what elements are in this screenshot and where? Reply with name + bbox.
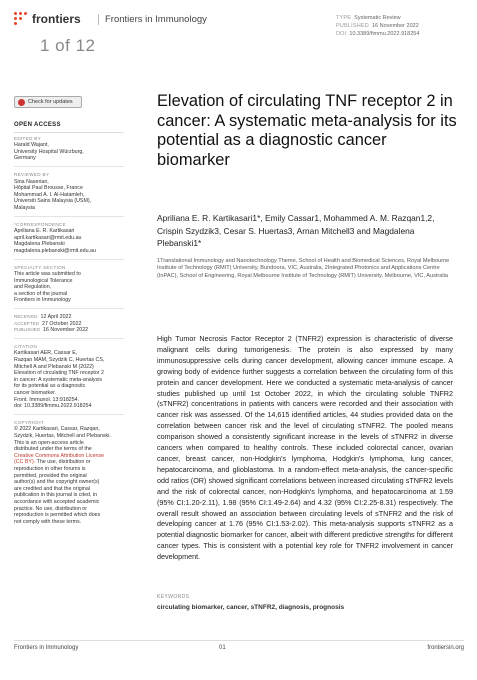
reviewed-by: REVIEWED BY Sina Naserian, Hôpital Paul Brousse, France Mohammad A. I. Al-Hatamleh, Universiti Sains Malaysia (USM), Malaysia: [14, 172, 124, 217]
license-link[interactable]: (CC BY).: [14, 459, 36, 466]
update-check-icon: [18, 99, 25, 106]
open-access-label: OPEN ACCESS: [14, 122, 124, 133]
page-header: [14, 8, 464, 37]
keywords: circulating biomarker, cancer, sTNFR2, diagnosis, prognosis: [157, 604, 345, 611]
affiliations: 1Translational Immunology and Nanotechnology Theme, School of Health and Biomedical Sciences, Royal Melbourne Institute of Technology (RMIT) University, Bundoora, VIC, Australia, 2Integrated Photonics and Applications Centre (InPAC), School of Engineering, Royal Melbourne Institute of Technology (RMIT) University, Melbourne, VIC, Australia: [157, 258, 450, 279]
frontiers-logo-icon: [14, 12, 28, 26]
footer-site-link[interactable]: frontiersin.org: [427, 645, 464, 651]
article-meta: TYPE Systematic Review PUBLISHED 16 November 2022 DOI 10.3389/fimmu.2022.918254: [336, 15, 420, 37]
page-number: 01: [219, 645, 226, 651]
license-link[interactable]: Creative Commons Attribution License: [14, 452, 105, 459]
article-title: Elevation of circulating TNF receptor 2 in cancer: A systematic meta-analysis for its potential as a diagnostic cancer biomarker: [157, 92, 457, 169]
footer-journal: Frontiers in Immunology: [14, 645, 79, 651]
frontiers-logo: [14, 12, 81, 26]
copyright: COPYRIGHT © 2022 Kartikasari, Cassar, Razqan, Szydzik, Huertas, Mitchell and Plebanski. This is an open-access article distributed under the terms of the Creative Commons Attribution License (CC BY). The use, distribution or reproduction in other forums is permitted, provided the original author(s) and the copyright owner(s) are credited and that the original publication in this journal is cited, in accordance with accepted academic practice. No use, distribution or reproduction is permitted which does not comply with these terms.: [14, 420, 124, 530]
author-list: Apriliana E. R. Kartikasari1*, Emily Cassar1, Mohammed A. M. Razqan1,2, Crispin Szydzik3, Cesar S. Huertas3, Arnan Mitchell3 and Magdalena Plebanski1*: [157, 213, 435, 248]
edited-by: EDITED BY Harald Wajant, University Hospital Würzburg, Germany: [14, 136, 124, 167]
keywords-label: KEYWORDS: [157, 594, 190, 600]
article-info-sidebar: [14, 122, 124, 534]
correspondence: *CORRESPONDENCE Apriliana E. R. Kartikasari april.kartikasari@rmit.edu.au Magdalena Plebanski magdalena.plebanski@rmit.edu.au: [14, 222, 124, 260]
check-for-updates-button[interactable]: Check for updates: [14, 96, 82, 108]
abstract: High Tumor Necrosis Factor Receptor 2 (TNFR2) expression is characteristic of diverse malignant cells during tumorigenesis. The protein is also expressed by many immunosuppressive cells during cancer development, allowing cancer immune escape. A growing body of evidence further suggests a correlation between the circulating form of this protein and cancer development. Here we conducted a systematic meta-analysis of cancer studies published up until 1st October 2022, in which the circulating soluble TNFR2 (sTNFR2) concentrations in patients with cancers were recorded and their association with cancer risk was assessed. Of the 14,615 identified articles, 44 studies provided data on the correlation between cancer risk and the level of circulating sTNFR2. The pooled means comparison showed a consistently significant increase in the levels of sTNFR2 in diverse cancers when compared to healthy controls. These included colorectal cancer, ovarian cancer, breast cancer, non-Hodgkin's lymphoma, Hodgkin's lymphoma, lung cancer, hepatocarcinoma, and glioblastoma. In a random-effect meta-analysis, the cancer-specific odd ratios (OR) showed significant correlations between increased circulating sTNFR2 levels and the risk of colorectal cancer, non-Hodgkin's lymphoma, and hepatocarcinoma at 1.59 (95% CI:1.20-2.11), 1.98 (95% CI:1.49-2.64) and 4.32 (95% CI:2.25-8.31) respectively. The overall result showed an association between circulating levels of sTNFR2 and the risk of developing cancer at 1.76 (95% CI:1.53-2.02). This meta-analysis supports sTNFR2 as a potential diagnostic biomarker for cancer, albeit with different predictive strengths for different cancer types. This is consistent with a potential key role for TNFR2 involvement in cancer development.: [157, 334, 453, 562]
logo-text: frontiers: [32, 12, 81, 26]
email-link[interactable]: april.kartikasari@rmit.edu.au: [14, 234, 82, 241]
journal-name: Frontiers in Immunology: [98, 14, 207, 25]
citation: CITATION Kartikasari AER, Cassar E, Razqan MAM, Szydzik C, Huertas CS, Mitchell A and Plebanski M (2022) Elevation of circulating TNF receptor 2 in cancer: A systematic meta-analysis for its potential as a diagnostic cancer biomarker. Front. Immunol. 13:918254. doi: 10.3389/fimmu.2022.918254: [14, 344, 124, 415]
page-counter: 1 of 12: [40, 36, 96, 55]
specialty-section: SPECIALTY SECTION This article was submitted to Immunological Tolerance and Regulation, a section of the journal Frontiers in Immunology: [14, 265, 124, 310]
page-footer: [14, 640, 464, 654]
article-dates: RECEIVED 12 April 2022 ACCEPTED 27 October 2022 PUBLISHED 16 November 2022: [14, 314, 124, 339]
email-link[interactable]: magdalena.plebanski@rmit.edu.au: [14, 247, 96, 254]
